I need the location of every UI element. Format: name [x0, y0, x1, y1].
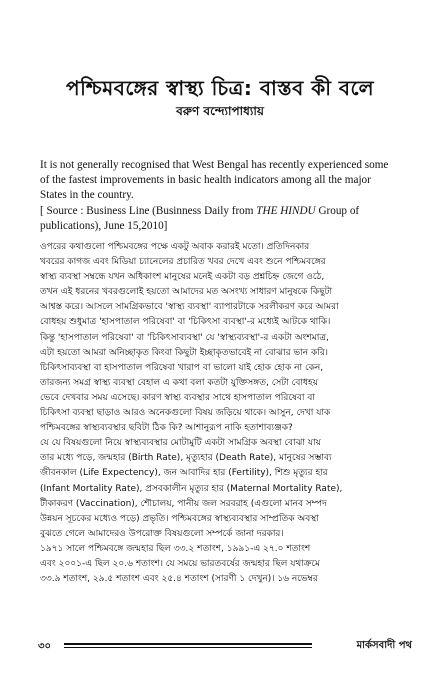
body-line: টীকাকরণ (Vaccination), শৌচালয়, পানীয় জল সরবরাহ (এগুলো মানব সম্পদ: [40, 498, 327, 509]
body-line: জীবনকাল (Life Expectency), জন আবাদির হার (Fertility), শিশু মৃত্যুর হার: [40, 468, 328, 479]
source-suffix: Group of publications), June 15,2010]: [40, 205, 360, 232]
body-line: তার মধ্যে পড়ে, জন্মহার (Birth Rate), মৃত্যুহার (Death Rate), মানুষের সম্ভাব্য: [40, 453, 332, 464]
body-line: চিকিৎসা ব্যবস্থা ছাড়াও আরও অনেকগুলো বিষয় জড়িয়ে থাকে। আসুন, দেখা যাক: [40, 408, 331, 419]
journal-name: মার্কসবাদী পথ: [356, 640, 412, 651]
source-prefix: [ Source : Business Line (Businness Daily from: [40, 205, 257, 217]
body-line: খবরের কাগজ এবং মিডিয়া চ্যানেলের প্রচারিত খবর দেখে এবং শুনে পশ্চিমবঙ্গের: [40, 257, 326, 268]
body-line: স্বাস্থ্য ব্যবস্থা সম্বন্ধে যখন অধিকাংশ মানুষের মনেই একটা বড় প্রশ্নচিহ্ন জেগে ওঠে,: [40, 272, 325, 283]
body-line: পশ্চিমবঙ্গের স্বাস্থ্যব্যবস্থার ছবিটা ঠিক কি? আশানুরূপ নাকি হতাশাব্যঞ্জক?: [40, 423, 293, 434]
article-author: বরুণ বন্দ্যোপাধ্যায়: [176, 104, 264, 118]
body-line: উন্নয়ন সূচকের মধ্যেও পড়ে) প্রভৃতি। পশ্চিমবঙ্গের স্বাস্থ্যব্যবস্থার সাম্প্রতিক অবস্থা: [40, 513, 319, 524]
body-line: চিকিৎসাব্যবস্থা বা হাসপাতাল পরিষেবা খারাপ বা ভালো যাই হোক হোক না কেন,: [40, 362, 324, 373]
body-line: তখন এই ধরনের খবরগুলোই হয়তো আমাদের মত অসংখ্য সাধারণ মানুষকে কিছুটা: [40, 287, 333, 298]
body-line: (Infant Mortality Rate), প্রসবকালীন মৃত্যুর হার (Maternal Mortality Rate),: [40, 483, 343, 494]
body-line: আশ্বস্ত করে। আসলে সামগ্রিকভাবে 'স্বাস্থ্য ব্যবস্থা' ব্যাপারটাকে সরলীকরণ করে আমরা: [40, 302, 339, 313]
body-line: ৩৩.৯ শতাংশ, ২৯.৫ শতাংশ এবং ২৫.৪ শতাংশ (সারণী ১ দেখুন)। ১৬ নভেম্বর: [40, 574, 318, 585]
article-body: [40, 240, 402, 587]
quote-source: [40, 204, 400, 234]
page-number: ৩০: [38, 641, 52, 652]
body-line: তারজন্য সমগ্র স্বাস্থ্য ব্যবস্থা বেহাল এ কথা বলা কতটা যুক্তিসঙ্গত, সেটা বোধহয়: [40, 377, 319, 388]
english-quote: It is not generally recognised that West Bengal has recently experienced some of the fastest improvements in basic health indicators among all the major States in the country.: [40, 159, 389, 201]
footer-rule-thin: [64, 647, 312, 648]
page-footer: [30, 637, 420, 657]
body-paragraph-1: [40, 240, 402, 436]
article-title: পশ্চিমবঙ্গের স্বাস্থ্য চিত্র: বাস্তব কী বলে: [66, 76, 374, 100]
footer-rule: [64, 643, 312, 645]
body-line: ওপরের কথাগুলো পশ্চিমবঙ্গের পক্ষে একটু অবাক করারই মতো। প্রতিদিনকার: [40, 242, 310, 252]
body-line: বুঝতে গেলে আমাদেরও উপরোক্ত বিষয়গুলো সম্পর্কে জানা দরকার।: [40, 528, 284, 539]
body-line: বোধহয় শুধুমাত্র 'হাসপাতাল পরিষেবা' বা 'চিকিৎসা ব্যবস্থা'-র মধ্যেই আটকে থাকি।: [40, 317, 331, 328]
body-paragraph-3: [40, 542, 402, 587]
body-line: এটা হয়তো আমরা অনিচ্ছাকৃত কিংবা কিছুটা ইচ্ছাকৃতভাবেই না বোঝার ভান করি।: [40, 347, 328, 358]
body-paragraph-2: [40, 436, 402, 542]
body-line: যে যে বিষয়গুলো নিয়ে স্বাস্থ্যব্যবস্থার মোটামুটি একটা সামগ্রিক অবস্থা বোঝা যায়: [40, 438, 321, 449]
english-quote-block: [40, 158, 400, 234]
body-line: এবং ২০০১-এ ছিল ২০.৬ শতাংশ। যে সময়ে ভারতবর্ষের জন্মহার ছিল যথাক্রমে: [40, 558, 320, 569]
body-line: ১৯৭১ সালে পশ্চিমবঙ্গে জন্মহার ছিল ৩৩.২ শতাংশ, ১৯৯১-এ ২৭.০ শতাংশ: [40, 543, 311, 554]
body-line: ভেবে দেখবার সময় এসেছে। কারণ স্বাস্থ্য ব্যবস্থার সাথে হাসপাতাল পরিষেবা বা: [40, 392, 316, 403]
body-line: কিন্তু 'হাসপাতাল পরিষেবা' বা 'চিকিৎসাব্যবস্থা' যে 'স্বাস্থ্যব্যবস্থা'-র একটা অংশমাত্র,: [40, 332, 329, 343]
source-publication: THE HINDU: [256, 205, 316, 217]
